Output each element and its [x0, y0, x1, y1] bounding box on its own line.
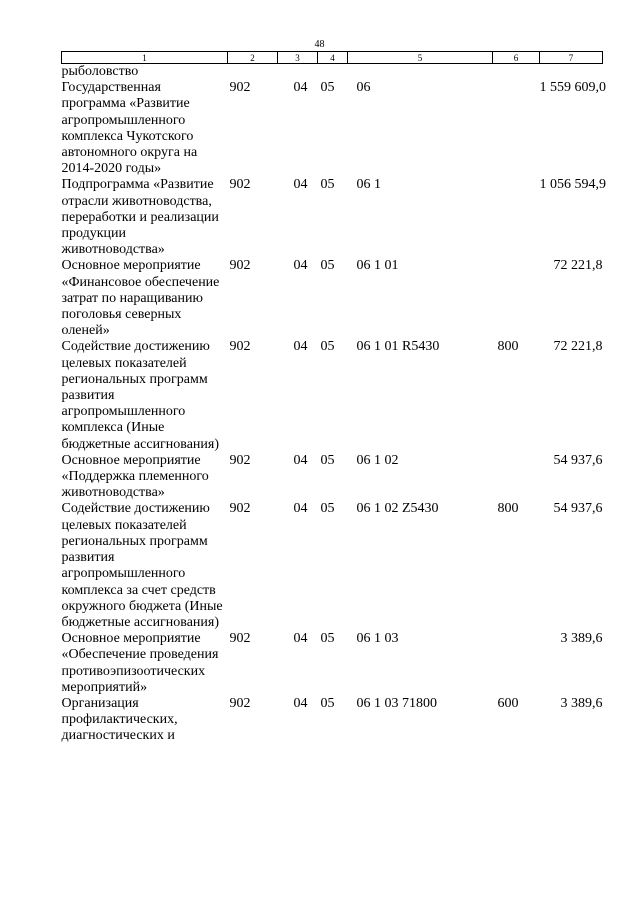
row-csr: 06 1 02 — [356, 452, 399, 468]
row-pr: 05 — [320, 258, 335, 274]
row-csr: 06 — [356, 80, 371, 96]
budget-table — [61, 51, 606, 745]
row-sum: 1 559 609,0 — [539, 80, 606, 96]
table-row — [62, 258, 603, 339]
row-vr — [493, 258, 540, 339]
column-number-row — [62, 52, 603, 64]
column-header-4: 4 — [318, 52, 348, 64]
row-name: Основное мероприятие «Поддержка племенного животноводства» — [61, 452, 209, 501]
row-name: Организация профилактических, диагностических и — [61, 695, 178, 744]
row-pr: 05 — [320, 80, 335, 96]
continuation-text: рыболовство — [61, 64, 139, 79]
row-pr: 05 — [320, 631, 335, 647]
row-sum: 1 056 594,9 — [539, 177, 606, 193]
row-gp: 902 — [229, 501, 251, 517]
row-gp: 902 — [229, 80, 251, 96]
column-header-6: 6 — [493, 52, 540, 64]
continuation-row — [62, 64, 603, 81]
row-csr: 06 1 02 Z5430 — [356, 501, 439, 517]
row-rz: 04 — [293, 258, 308, 274]
row-sum: 54 937,6 — [553, 501, 603, 517]
row-rz: 04 — [293, 501, 308, 517]
row-sum: 72 221,8 — [553, 339, 603, 355]
table-row — [62, 631, 603, 696]
row-rz: 04 — [293, 695, 308, 711]
row-vr — [493, 453, 540, 502]
row-gp: 902 — [229, 177, 251, 193]
row-rz: 04 — [293, 339, 308, 355]
row-csr: 06 1 — [356, 177, 381, 193]
row-sum: 72 221,8 — [553, 258, 603, 274]
row-name: Подпрограмма «Развитие отрасли животноводства, переработки и реализации продукции животноводства» — [61, 177, 219, 258]
column-header-3: 3 — [278, 52, 318, 64]
row-rz: 04 — [293, 80, 308, 96]
column-header-2: 2 — [228, 52, 278, 64]
row-rz: 04 — [293, 631, 308, 647]
table-row — [62, 339, 603, 452]
row-pr: 05 — [320, 501, 335, 517]
row-gp: 902 — [229, 339, 251, 355]
row-csr: 06 1 01 R5430 — [356, 339, 440, 355]
row-csr: 06 1 03 71800 — [356, 695, 437, 711]
column-header-1: 1 — [62, 52, 228, 64]
table-header — [62, 52, 603, 64]
row-sum: 54 937,6 — [553, 452, 603, 468]
row-sum: 3 389,6 — [560, 631, 603, 647]
row-csr: 06 1 03 — [356, 631, 399, 647]
row-name: Государственная программа «Развитие агропромышленного комплекса Чукотского автономного округа на 2014-2020 годы» — [61, 80, 198, 177]
table-row — [62, 177, 603, 258]
row-vr — [493, 177, 540, 258]
table-row — [62, 80, 603, 177]
row-name: Содействие достижению целевых показателей региональных программ развития агропромышленного комплекса за счет средств окружного бюджета (Иные бюджетные ассигнования) — [61, 501, 223, 630]
table-row — [62, 453, 603, 502]
row-pr: 05 — [320, 177, 335, 193]
row-gp: 902 — [229, 631, 251, 647]
row-rz: 04 — [293, 177, 308, 193]
row-gp: 902 — [229, 258, 251, 274]
table-row — [62, 501, 603, 631]
table-row — [62, 696, 603, 745]
row-sum: 3 389,6 — [560, 695, 603, 711]
page-number: 48 — [314, 39, 325, 50]
row-pr: 05 — [320, 452, 335, 468]
row-name: Основное мероприятие «Обеспечение проведения противоэпизоотических мероприятий» — [61, 631, 219, 695]
row-name: Основное мероприятие «Финансовое обеспечение затрат по наращиванию поголовья северных оленей» — [61, 258, 220, 339]
row-csr: 06 1 01 — [356, 258, 399, 274]
table-body — [61, 64, 606, 745]
column-header-7: 7 — [540, 52, 603, 64]
row-vr — [493, 80, 540, 177]
row-vr: 800 — [497, 501, 519, 517]
row-name: Содействие достижению целевых показателей региональных программ развития агропромышленного комплекса (Иные бюджетные ассигнования) — [61, 339, 220, 452]
row-pr: 05 — [320, 339, 335, 355]
row-rz: 04 — [293, 452, 308, 468]
row-pr: 05 — [320, 695, 335, 711]
row-vr — [493, 631, 540, 696]
row-vr: 600 — [497, 695, 519, 711]
row-gp: 902 — [229, 452, 251, 468]
column-header-5: 5 — [348, 52, 493, 64]
row-vr: 800 — [497, 339, 519, 355]
row-gp: 902 — [229, 695, 251, 711]
